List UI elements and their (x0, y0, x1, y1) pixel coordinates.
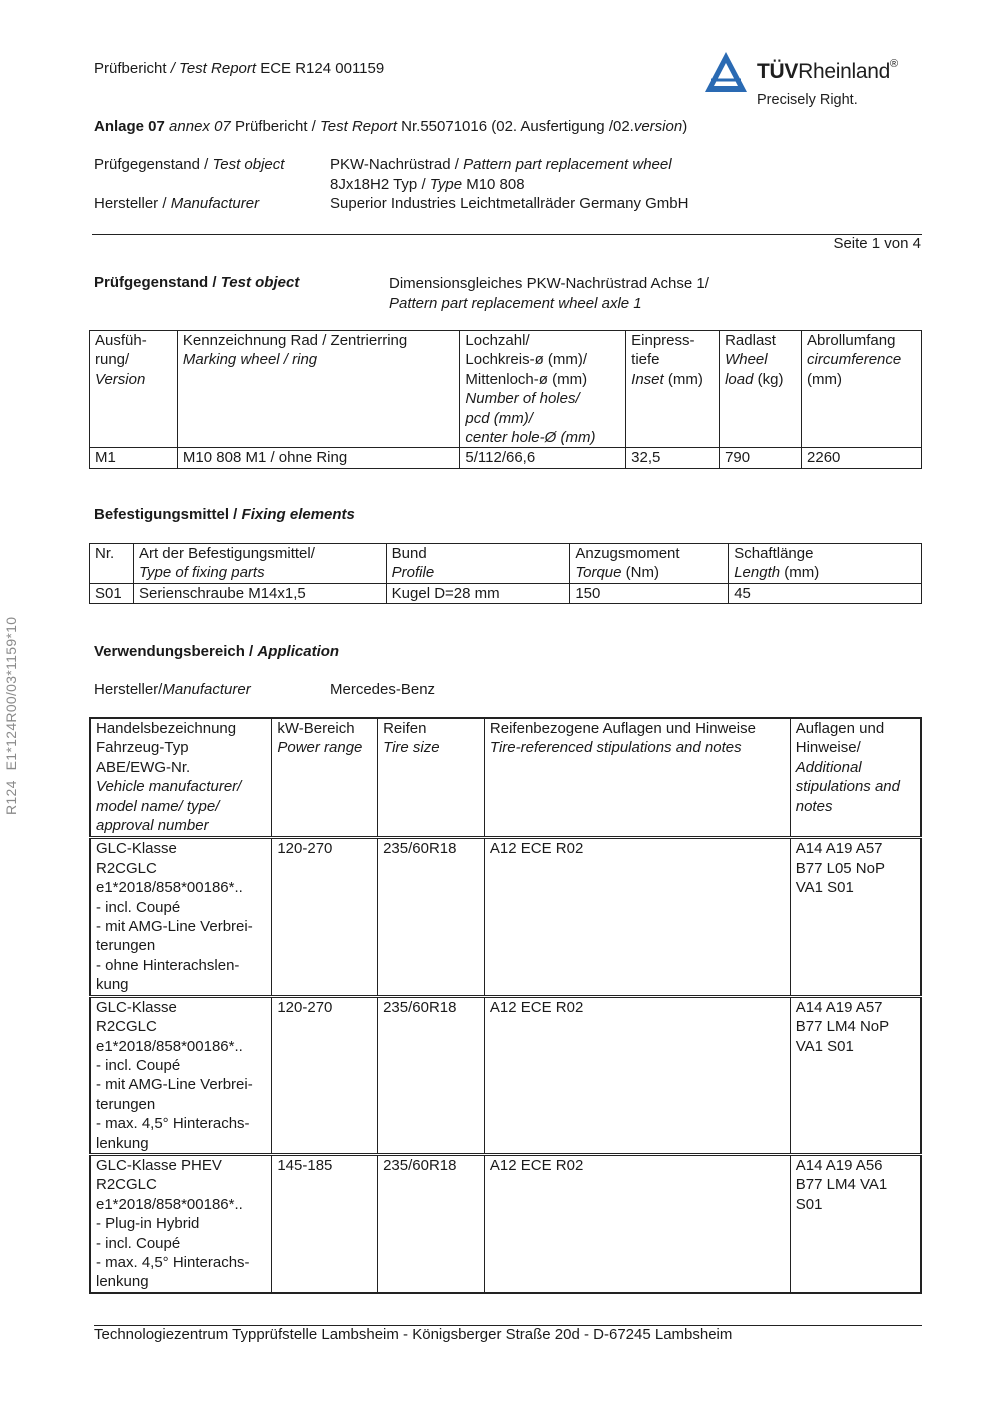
line: B77 LM4 NoP (795, 1018, 890, 1036)
header-tire (378, 718, 485, 838)
logo-brand-bold: TÜV (757, 60, 799, 83)
line: GLC-Klasse PHEV (96, 1156, 222, 1174)
line: - Plug-in Hybrid (96, 1215, 200, 1233)
line: terungen (96, 937, 156, 955)
h-de: tiefe (631, 351, 660, 369)
line: R2CGLC (96, 1176, 157, 1194)
logo-registered-mark: ® (889, 58, 898, 70)
title-de: Prüfgegenstand / (94, 274, 217, 291)
line: - max. 4,5° Hinterachs- (96, 1115, 250, 1133)
h-en (725, 370, 796, 389)
h-en-unit: (Nm) (621, 564, 659, 582)
report-prefix: Prüfbericht (94, 60, 167, 77)
h-en (631, 370, 714, 389)
h-de: Reifen (383, 720, 427, 737)
header-marking (177, 331, 459, 448)
label-en: Manufacturer (162, 681, 251, 698)
h-en (575, 563, 723, 582)
h-en-it: Inset (631, 370, 664, 388)
h-en: Profile (391, 564, 435, 582)
line: B77 LM4 VA1 (795, 1176, 888, 1194)
title-de: Verwendungsbereich / (94, 643, 254, 660)
line: S01 (795, 1195, 823, 1213)
line: VA1 S01 (795, 879, 854, 897)
line: B77 L05 NoP (795, 859, 885, 877)
line: A14 A19 A57 (795, 998, 883, 1016)
fixing-table (89, 543, 922, 604)
h-en-it: load (725, 370, 754, 388)
manufacturer-value: Superior Industries Leichtmetallräder Germany GmbH (330, 195, 689, 212)
annex-label-en: annex 07 (169, 118, 231, 135)
cell-torque: 150 (570, 583, 729, 603)
tuv-rheinland-logo (703, 50, 923, 112)
h-en: Tire size (383, 739, 440, 757)
test-object-label (94, 155, 284, 175)
header-nr (90, 544, 134, 584)
h-de: Nr. (95, 545, 115, 562)
h-de: Kennzeichnung Rad / Zentrierring (182, 332, 408, 349)
cell-tire-notes: A12 ECE R02 (484, 838, 790, 996)
line: lenkung (96, 1273, 149, 1291)
line: GLC-Klasse (96, 840, 177, 858)
h-unit: (mm) (807, 370, 843, 388)
cell-vehicle (90, 838, 272, 996)
h-en-unit: (kg) (753, 370, 784, 388)
line: e1*2018/858*00186*.. (96, 1195, 243, 1213)
header-wheel-load (720, 331, 802, 448)
annex-text: Prüfbericht / (234, 118, 316, 135)
value-en: Pattern part replacement wheel axle 1 (389, 294, 642, 312)
header-length (729, 544, 922, 584)
h-de: Schaftlänge (734, 545, 814, 562)
annex-line (94, 118, 687, 135)
h-en: Type of fixing parts (138, 564, 265, 582)
header-circumference (802, 331, 922, 448)
section-title-test-object (94, 274, 299, 291)
cell-length: 45 (729, 583, 922, 603)
h-en-it: Length (734, 564, 781, 582)
report-header (94, 60, 384, 77)
line: - incl. Coupé (96, 898, 181, 916)
h-en: Power range (277, 739, 363, 757)
line: A14 A19 A56 (795, 1156, 883, 1174)
side-code-part1: R124 (3, 780, 19, 815)
title-en: Test object (220, 274, 300, 291)
cell-profile: Kugel D=28 mm (386, 583, 570, 603)
h-en: circumference (807, 351, 902, 369)
line: - ohne Hinterachslen- (96, 956, 240, 974)
application-manufacturer-label (94, 681, 251, 698)
cell-inset: 32,5 (626, 448, 720, 468)
application-table (89, 717, 922, 1294)
annex-label: Anlage 07 (94, 118, 165, 135)
header-power (272, 718, 378, 838)
title-de: Befestigungsmittel / (94, 506, 238, 523)
h-de: Reifenbezogene Auflagen und Hinweise (489, 720, 756, 737)
line: - mit AMG-Line Verbrei- (96, 918, 253, 936)
cell-tire: 235/60R18 (378, 996, 485, 1154)
line: R2CGLC (96, 1018, 157, 1036)
h-en-unit: (mm) (663, 370, 703, 388)
h-de: Mittenloch-ø (mm) (465, 370, 588, 388)
fixing-table-header (90, 544, 922, 584)
h-en: model name/ type/ (96, 797, 220, 815)
h-en: Additional (795, 758, 862, 776)
h-en: Version (95, 370, 146, 388)
h-de: Fahrzeug-Typ (96, 739, 189, 757)
h-de: Abrollumfang (807, 332, 896, 349)
h-en: notes (795, 797, 833, 815)
line: - incl. Coupé (96, 1056, 181, 1074)
cell-tire: 235/60R18 (378, 1154, 485, 1292)
logo-tagline: Precisely Right. (757, 92, 858, 108)
h-de: Bund (391, 545, 427, 562)
title-en: Fixing elements (241, 506, 355, 523)
side-margin-approval-code (3, 617, 19, 815)
value-de: PKW-Nachrüstrad / (330, 156, 459, 173)
line: GLC-Klasse (96, 998, 177, 1016)
h-de: kW-Bereich (277, 720, 355, 737)
line: R2CGLC (96, 859, 157, 877)
type-de: 8Jx18H2 Typ / (330, 175, 426, 193)
wheel-table (89, 330, 922, 469)
label-de: Hersteller/ (94, 681, 163, 698)
label-en: Test object (212, 156, 285, 173)
header-divider (92, 234, 922, 235)
cell-version: M1 (90, 448, 178, 468)
section-title-fixing (94, 506, 355, 523)
table-row (90, 583, 922, 603)
table-row (90, 1154, 921, 1292)
test-object-type (330, 175, 525, 195)
label-de: Prüfgegenstand / (94, 156, 209, 173)
report-id: ECE R124 001159 (260, 60, 385, 77)
header-tire-notes (484, 718, 790, 838)
line: A14 A19 A57 (795, 840, 883, 858)
test-object-value (330, 155, 672, 175)
cell-marking: M10 808 M1 / ohne Ring (177, 448, 459, 468)
annex-text-en: Test Report (320, 118, 397, 135)
h-de: Art der Befestigungsmittel/ (138, 545, 315, 562)
h-de: Lochkreis-ø (mm)/ (465, 351, 588, 369)
header-profile (386, 544, 570, 584)
cell-power: 120-270 (272, 838, 378, 996)
h-en: Tire-referenced stipulations and notes (489, 739, 742, 757)
cell-circumference: 2260 (802, 448, 922, 468)
type-en: Type (429, 175, 463, 193)
h-de: rung/ (95, 351, 130, 369)
logo-brand-rest: Rheinland (798, 60, 890, 83)
page-number: Seite 1 von 4 (833, 235, 921, 252)
h-en: Number of holes/ (465, 390, 580, 408)
header-inset (626, 331, 720, 448)
header-bolt-pattern (460, 331, 626, 448)
line: - incl. Coupé (96, 1234, 181, 1252)
h-de: Hinweise/ (795, 739, 861, 757)
footer-address: Technologiezentrum Typprüfstelle Lambsheim - Königsberger Straße 20d - D-67245 Lambsheim (94, 1326, 733, 1343)
application-manufacturer-value: Mercedes-Benz (330, 681, 436, 698)
h-en: stipulations and (795, 778, 900, 796)
value-en: Pattern part replacement wheel (463, 156, 672, 173)
cell-nr: S01 (90, 583, 134, 603)
cell-power: 120-270 (272, 996, 378, 1154)
header-torque (570, 544, 729, 584)
h-en-it: Torque (575, 564, 622, 582)
cell-notes (790, 838, 921, 996)
h-en (734, 563, 916, 582)
line: - mit AMG-Line Verbrei- (96, 1076, 253, 1094)
line: lenkung (96, 1134, 149, 1152)
side-code-part2: E1*124R00/03*1159*10 (3, 616, 19, 771)
h-de: Einpress- (631, 332, 695, 349)
header-version (90, 331, 178, 448)
title-en: Application (257, 643, 340, 660)
line: e1*2018/858*00186*.. (96, 1037, 243, 1055)
cell-bolt-pattern: 5/112/66,6 (460, 448, 626, 468)
wheel-table-header (90, 331, 922, 448)
table-row (90, 448, 922, 468)
h-de: Radlast (725, 332, 776, 349)
h-de: Lochzahl/ (465, 332, 530, 349)
line: kung (96, 976, 129, 994)
cell-wheel-load: 790 (720, 448, 802, 468)
application-table-header (90, 718, 921, 838)
cell-type: Serienschraube M14x1,5 (133, 583, 386, 603)
annex-version-en: version (633, 118, 683, 135)
type-value: M10 808 (466, 175, 525, 193)
line: - max. 4,5° Hinterachs- (96, 1253, 250, 1271)
cell-tire-notes: A12 ECE R02 (484, 996, 790, 1154)
header-type (133, 544, 386, 584)
header-notes (790, 718, 921, 838)
h-en: Vehicle manufacturer/ (96, 778, 242, 796)
line: e1*2018/858*00186*.. (96, 879, 243, 897)
cell-tire-notes: A12 ECE R02 (484, 1154, 790, 1292)
section-test-object-value (389, 274, 709, 313)
h-en-unit: (mm) (780, 564, 820, 582)
cell-vehicle (90, 1154, 272, 1292)
h-en: center hole-Ø (mm) (465, 429, 596, 447)
header-vehicle (90, 718, 272, 838)
h-de: ABE/EWG-Nr. (96, 758, 191, 776)
annex-number: Nr.55071016 (02. Ausfertigung /02. (401, 118, 634, 135)
h-de: Anzugsmoment (575, 545, 680, 562)
annex-close: ) (682, 118, 688, 135)
cell-vehicle (90, 996, 272, 1154)
cell-notes (790, 996, 921, 1154)
tuv-triangle-logo-icon (703, 50, 749, 94)
cell-notes (790, 1154, 921, 1292)
line: terungen (96, 1095, 156, 1113)
value-de: Dimensionsgleiches PKW-Nachrüstrad Achse 1/ (389, 275, 709, 292)
cell-tire: 235/60R18 (378, 838, 485, 996)
manufacturer-label (94, 194, 259, 214)
report-prefix-en: / Test Report (170, 60, 257, 77)
h-de: Ausfüh- (95, 332, 147, 349)
h-en: pcd (mm)/ (465, 409, 533, 427)
table-row (90, 838, 921, 996)
h-en: Marking wheel / ring (182, 351, 318, 369)
h-de: Handelsbezeichnung (96, 720, 237, 737)
label-de: Hersteller / (94, 195, 167, 212)
logo-wordmark (757, 60, 898, 84)
label-en: Manufacturer (170, 195, 260, 212)
h-en: approval number (96, 817, 209, 835)
table-row (90, 996, 921, 1154)
line: VA1 S01 (795, 1037, 854, 1055)
h-en: Wheel (725, 351, 768, 369)
section-title-application (94, 643, 339, 660)
h-de: Auflagen und (795, 720, 885, 737)
cell-power: 145-185 (272, 1154, 378, 1292)
